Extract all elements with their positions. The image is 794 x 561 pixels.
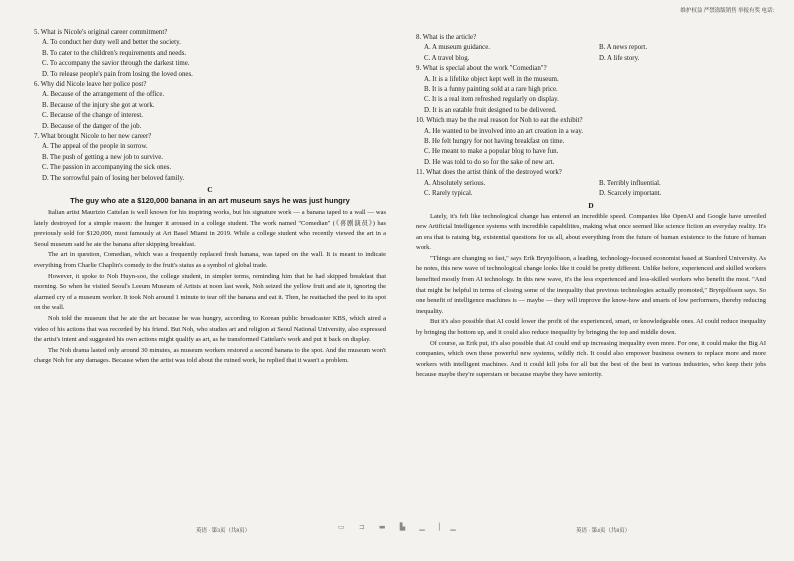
option-a: A. The appeal of the people in sorrow. — [42, 143, 148, 151]
passage-paragraph: Noh told the museum that he ate the art because he was hungry, according to Korean public broadcaster KBS, which aired a video of his actions that was recorded by his friend. But Noh, who studies art and religion at Seoul National University, also expressed the artist's intent and suggested his own actions might qualify as art, as he transformed Cattelan's work and put it back on display. — [34, 315, 386, 344]
question-stem: 6. Why did Nicole leave her police post? — [34, 81, 147, 89]
option-b: B. Terribly influential. — [599, 179, 661, 187]
option-d: D. A life story. — [599, 54, 640, 62]
option-b: B. He felt hungry for not having breakfast on time. — [424, 138, 565, 146]
page-footer-left: 英语 · 第3页（共8页） — [196, 528, 251, 534]
section-letter-d: D — [588, 200, 594, 210]
option-a: A. It is a lifelike object kept well in the museum. — [424, 75, 559, 83]
option-c: C. To accompany the savior through the darkest time. — [42, 60, 190, 68]
question-stem: 5. What is Nicole's original career commitment? — [34, 29, 168, 36]
option-a: A. To conduct her duty well and better the society. — [42, 39, 181, 47]
passage-title: The guy who ate a $120,000 banana in an art museum says he was just hungry — [70, 196, 350, 206]
question-7 — [34, 132, 386, 184]
passage-paragraph: However, it spoke to Noh Huyn-soo, the college student, in simpler terms, reminding him that he had skipped breakfast that morning. So when he visited Seoul's Leeum Museum of Artists at noon last week, Noh seized the yellow fruit and ate it, ignoring the alarmed cry of a museum worker. It took Noh around 1 minute to tear off the banana and eat it. Then, he reattached the peel to its spot on the wall. — [34, 272, 386, 312]
option-b: B. The push of getting a new job to survive. — [42, 153, 164, 161]
question-5 — [34, 28, 386, 80]
passage-paragraph: Of course, as Erik put, it's also possible that AI could end up increasing inequality even more. For one, it could make the Big AI companies, which own these powerful new systems, wildly rich. It could also empower business owners to replace more and more workers with intelligent machines. And it could kill jobs for all but the best of the best in various industries, who keep their jobs because maybe they're superstars or because maybe they have seniority. — [416, 339, 766, 379]
question-stem: 11. What does the artist think of the destroyed work? — [416, 169, 562, 177]
question-8 — [416, 33, 766, 64]
passage-paragraph: The Noh drama lasted only around 30 minutes, as museum workers restored a second banana to the spot. And the museum won't charge Noh for any damages. Because when the artist was told about the ruined work, he replied that it wasn't a problem. — [34, 346, 386, 365]
option-b: B. A news report. — [599, 44, 648, 52]
option-d: D. It is an eatable fruit designed to be delivered. — [424, 106, 557, 114]
question-11 — [416, 168, 766, 199]
option-b: B. It is a funny painting sold at a rare high price. — [424, 86, 558, 94]
option-d: D. The sorrowful pain of losing her beloved family. — [42, 174, 185, 182]
option-c: C. He meant to make a popular blog to have fun. — [424, 148, 559, 156]
question-stem: 8. What is the article? — [416, 34, 477, 41]
question-10 — [416, 116, 766, 168]
option-a: A. Because of the arrangement of the office. — [42, 91, 165, 99]
anti-piracy-header: 维护权益 严禁盗版销售 举报有奖 电话： — [680, 8, 778, 14]
option-a: A. Absolutely serious. — [424, 179, 486, 187]
option-a: A. He wanted to be involved into an art creation in a way. — [424, 127, 584, 135]
passage-paragraph: Italian artist Maurizio Cattelan is well known for his inspiring works, but his signature work — a banana taped to a wall — was lately destroyed for a simple reason: the hunger it aroused in a college student. The work named "Comedian" (《喜剧演员》) has previously sold for $120,000, most famously at Art Basel Miami in 2019. While a college student who recently viewed the art in a Seoul museum said he ate the banana after skipping breakfast. — [34, 209, 386, 248]
option-row — [416, 43, 766, 53]
passage-paragraph: The art in question, Comedian, which was a frequently replaced fresh banana, was taped on the wall. It is meant to indicate everything from Charlie Chaplin's comedy to the fruit's status as a symbol of global trade. — [34, 251, 386, 270]
registration-marks: ▭ ⊐ ▬ ▙ ▁ ▏▁ — [338, 523, 462, 531]
option-a: A. A museum guidance. — [424, 44, 491, 52]
question-stem: 10. Which may be the real reason for Noh to eat the exhibit? — [416, 117, 583, 125]
option-d: D. He was told to do so for the sake of new art. — [424, 158, 555, 166]
option-b: B. Because of the injury she got at work. — [42, 101, 155, 109]
option-b: B. To cater to the children's requirements and needs. — [42, 49, 187, 57]
left-column — [34, 28, 386, 367]
option-c: C. A travel blog. — [424, 54, 470, 62]
page-footer-right: 英语 · 第4页（共8页） — [576, 528, 631, 534]
option-row — [416, 54, 766, 64]
option-d: D. To release people's pain from losing the loved ones. — [42, 70, 193, 78]
option-c: C. The passion in accompanying the sick ones. — [42, 164, 172, 172]
section-letter-c: C — [207, 185, 213, 195]
option-c: C. Because of the change of interest. — [42, 112, 144, 120]
option-row — [416, 189, 766, 199]
option-c: C. It is a real item refreshed regularly on display. — [424, 96, 559, 104]
option-d: D. Scarcely important. — [599, 190, 662, 198]
passage-paragraph: "Things are changing so fast," says Erik Brynjolfsson, a leading, technology-focused economist based at Stanford University. As he notes, this new wave of technological change looks like it could be pretty different. Unlike before, experienced and skilled workers benefited mostly from AI technology. In this new wave, it's the less experienced and less-skilled workers who benefit the most. "And that might be helpful in terms of closing some of the inequality that previous technologies actually promoted," Brynjolfsson says. So one benefit of intelligence machines is — maybe — they will improve the know-how and smarts of low performers, thereby reducing inequality. — [416, 254, 766, 315]
question-stem: 7. What brought Nicole to her new career? — [34, 133, 152, 141]
question-6 — [34, 80, 386, 132]
right-column — [416, 33, 766, 381]
option-d: D. Because of the danger of the job. — [42, 122, 142, 130]
option-c: C. Rarely typical. — [424, 190, 473, 198]
question-stem: 9. What is special about the work "Comedian"? — [416, 65, 547, 73]
option-row — [416, 179, 766, 189]
passage-paragraph: Lately, it's felt like technological change has entered an incredible speed. Companies like OpenAI and Google have unveiled new Artificial Intelligence systems with incredible capabilities, making what once seemed like science fiction an everyday reality. It's an era that is raising big, existential questions for us all, about everything from the future of human existence to the future of human work. — [416, 212, 766, 252]
passage-paragraph: But it's also possible that AI could lower the profit of the experienced, smart, or knowledgeable ones. AI could reduce inequality by bringing the bottom up, and it could also reduce inequality by bringing the top and middle down. — [416, 318, 766, 337]
question-9 — [416, 64, 766, 116]
